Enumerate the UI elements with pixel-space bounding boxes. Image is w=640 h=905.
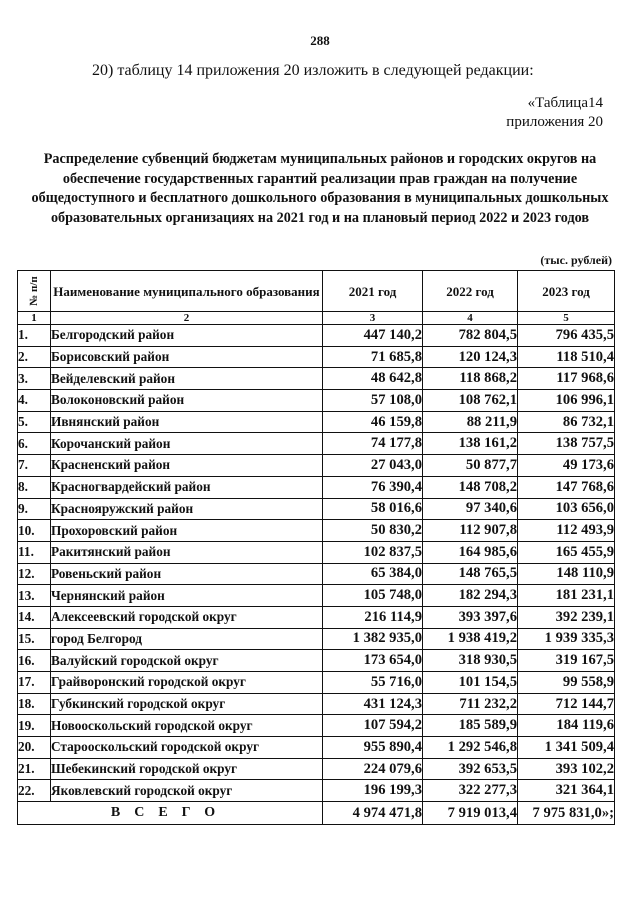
- page-number: 288: [310, 33, 330, 48]
- header-row: [18, 271, 615, 312]
- total-2022: 7 919 013,4: [423, 802, 518, 825]
- value-2021: 447 140,2: [323, 325, 423, 347]
- column-number: 5: [518, 312, 615, 325]
- value-2023: 118 510,4: [518, 346, 615, 368]
- municipality-name: Яковлевский городской округ: [51, 780, 323, 802]
- subsidy-table: [17, 270, 615, 825]
- table-row: [18, 498, 615, 520]
- value-2023: 138 757,5: [518, 433, 615, 455]
- value-2022: 1 292 546,8: [423, 737, 518, 759]
- value-2022: 112 907,8: [423, 520, 518, 542]
- value-2022: 782 804,5: [423, 325, 518, 347]
- total-2021: 4 974 471,8: [323, 802, 423, 825]
- column-number-row: [18, 312, 615, 325]
- municipality-name: Старооскольский городской округ: [51, 737, 323, 759]
- value-2022: 392 653,5: [423, 758, 518, 780]
- row-number: 21.: [18, 758, 51, 780]
- municipality-name: Прохоровский район: [51, 520, 323, 542]
- municipality-name: Губкинский городской округ: [51, 693, 323, 715]
- value-2022: 97 340,6: [423, 498, 518, 520]
- row-number: 18.: [18, 693, 51, 715]
- row-number: 11.: [18, 541, 51, 563]
- value-2022: 50 877,7: [423, 455, 518, 477]
- value-2022: 393 397,6: [423, 606, 518, 628]
- row-number: 6.: [18, 433, 51, 455]
- municipality-name: Чернянский район: [51, 585, 323, 607]
- table-reference-line: «Таблица14: [527, 95, 603, 111]
- value-2023: 106 996,1: [518, 390, 615, 412]
- value-2023: 319 167,5: [518, 650, 615, 672]
- value-2022: 108 762,1: [423, 390, 518, 412]
- row-number: 19.: [18, 715, 51, 737]
- value-2022: 148 765,5: [423, 563, 518, 585]
- value-2023: 112 493,9: [518, 520, 615, 542]
- header-name: Наименование муниципального образования: [51, 271, 323, 312]
- row-number: 16.: [18, 650, 51, 672]
- municipality-name: Валуйский городской округ: [51, 650, 323, 672]
- value-2021: 48 642,8: [323, 368, 423, 390]
- municipality-name: Ракитянский район: [51, 541, 323, 563]
- column-number: 2: [51, 312, 323, 325]
- row-number: 1.: [18, 325, 51, 347]
- row-number: 20.: [18, 737, 51, 759]
- value-2021: 196 199,3: [323, 780, 423, 802]
- value-2021: 224 079,6: [323, 758, 423, 780]
- total-2023: 7 975 831,0»;: [518, 802, 615, 825]
- value-2023: 712 144,7: [518, 693, 615, 715]
- municipality-name: Корочанский район: [51, 433, 323, 455]
- total-row: [18, 802, 615, 825]
- value-2021: 65 384,0: [323, 563, 423, 585]
- table-body: [18, 325, 615, 802]
- value-2021: 216 114,9: [323, 606, 423, 628]
- header-2022: 2022 год: [423, 271, 518, 312]
- table-row: [18, 563, 615, 585]
- row-number: 15.: [18, 628, 51, 650]
- units-label: (тыс. рублей): [540, 253, 612, 267]
- row-number: 2.: [18, 346, 51, 368]
- table-reference-line: приложения 20: [506, 114, 603, 130]
- document-title: Распределение субвенций бюджетам муниципальных районов и городских округов на обеспечение государственных гарантий реализации прав граждан на получение общедоступного и бесплатного дошкольного образования в муниципальных дошкольных образовательных организациях на 2021 год и на плановый период 2022 и 2023 годов: [31, 151, 609, 226]
- column-number: 1: [18, 312, 51, 325]
- municipality-name: Волоконовский район: [51, 390, 323, 412]
- table-row: [18, 368, 615, 390]
- row-number: 7.: [18, 455, 51, 477]
- table-row: [18, 737, 615, 759]
- value-2023: 393 102,2: [518, 758, 615, 780]
- value-2023: 103 656,0: [518, 498, 615, 520]
- table-row: [18, 433, 615, 455]
- value-2022: 101 154,5: [423, 672, 518, 694]
- value-2023: 117 968,6: [518, 368, 615, 390]
- value-2023: 181 231,1: [518, 585, 615, 607]
- municipality-name: Борисовский район: [51, 346, 323, 368]
- table-row: [18, 585, 615, 607]
- value-2021: 27 043,0: [323, 455, 423, 477]
- row-number: 12.: [18, 563, 51, 585]
- value-2022: 318 930,5: [423, 650, 518, 672]
- municipality-name: Шебекинский городской округ: [51, 758, 323, 780]
- value-2022: 182 294,3: [423, 585, 518, 607]
- value-2023: 147 768,6: [518, 476, 615, 498]
- value-2021: 50 830,2: [323, 520, 423, 542]
- value-2023: 321 364,1: [518, 780, 615, 802]
- municipality-name: Ровеньский район: [51, 563, 323, 585]
- row-number: 17.: [18, 672, 51, 694]
- value-2021: 74 177,8: [323, 433, 423, 455]
- row-number: 4.: [18, 390, 51, 412]
- value-2021: 1 382 935,0: [323, 628, 423, 650]
- municipality-name: Алексеевский городской округ: [51, 606, 323, 628]
- row-number: 8.: [18, 476, 51, 498]
- value-2021: 55 716,0: [323, 672, 423, 694]
- value-2023: 99 558,9: [518, 672, 615, 694]
- row-number: 5.: [18, 411, 51, 433]
- row-number: 10.: [18, 520, 51, 542]
- value-2022: 185 589,9: [423, 715, 518, 737]
- table-row: [18, 780, 615, 802]
- value-2022: 164 985,6: [423, 541, 518, 563]
- value-2022: 148 708,2: [423, 476, 518, 498]
- value-2023: 49 173,6: [518, 455, 615, 477]
- table-row: [18, 541, 615, 563]
- row-number: 3.: [18, 368, 51, 390]
- value-2021: 58 016,6: [323, 498, 423, 520]
- value-2022: 322 277,3: [423, 780, 518, 802]
- row-number: 9.: [18, 498, 51, 520]
- table-row: [18, 715, 615, 737]
- header-number: № п/п: [18, 271, 51, 312]
- municipality-name: Красненский район: [51, 455, 323, 477]
- value-2022: 138 161,2: [423, 433, 518, 455]
- value-2022: 120 124,3: [423, 346, 518, 368]
- value-2021: 46 159,8: [323, 411, 423, 433]
- municipality-name: Красногвардейский район: [51, 476, 323, 498]
- value-2021: 955 890,4: [323, 737, 423, 759]
- table-row: [18, 346, 615, 368]
- municipality-name: Ивнянский район: [51, 411, 323, 433]
- table-row: [18, 455, 615, 477]
- table-row: [18, 628, 615, 650]
- municipality-name: Краснояружский район: [51, 498, 323, 520]
- value-2023: 86 732,1: [518, 411, 615, 433]
- value-2022: 88 211,9: [423, 411, 518, 433]
- column-number: 3: [323, 312, 423, 325]
- table-row: [18, 650, 615, 672]
- value-2022: 1 938 419,2: [423, 628, 518, 650]
- table-row: [18, 672, 615, 694]
- table-row: [18, 606, 615, 628]
- table-row: [18, 411, 615, 433]
- value-2023: 165 455,9: [518, 541, 615, 563]
- municipality-name: Вейделевский район: [51, 368, 323, 390]
- value-2021: 105 748,0: [323, 585, 423, 607]
- table-row: [18, 325, 615, 347]
- intro-text: 20) таблицу 14 приложения 20 изложить в следующей редакции:: [92, 62, 534, 79]
- municipality-name: Белгородский район: [51, 325, 323, 347]
- table-row: [18, 758, 615, 780]
- header-2023: 2023 год: [518, 271, 615, 312]
- value-2021: 431 124,3: [323, 693, 423, 715]
- row-number: 14.: [18, 606, 51, 628]
- column-number: 4: [423, 312, 518, 325]
- row-number: 22.: [18, 780, 51, 802]
- value-2023: 392 239,1: [518, 606, 615, 628]
- value-2022: 711 232,2: [423, 693, 518, 715]
- value-2023: 1 939 335,3: [518, 628, 615, 650]
- row-number: 13.: [18, 585, 51, 607]
- table-row: [18, 390, 615, 412]
- value-2021: 76 390,4: [323, 476, 423, 498]
- table-row: [18, 476, 615, 498]
- municipality-name: Грайворонский городской округ: [51, 672, 323, 694]
- value-2021: 57 108,0: [323, 390, 423, 412]
- header-2021: 2021 год: [323, 271, 423, 312]
- value-2023: 148 110,9: [518, 563, 615, 585]
- table-row: [18, 693, 615, 715]
- value-2023: 796 435,5: [518, 325, 615, 347]
- value-2023: 184 119,6: [518, 715, 615, 737]
- value-2023: 1 341 509,4: [518, 737, 615, 759]
- municipality-name: город Белгород: [51, 628, 323, 650]
- total-label: ВСЕГО: [18, 802, 323, 825]
- municipality-name: Новооскольский городской округ: [51, 715, 323, 737]
- value-2021: 71 685,8: [323, 346, 423, 368]
- table-row: [18, 520, 615, 542]
- value-2021: 102 837,5: [323, 541, 423, 563]
- value-2021: 173 654,0: [323, 650, 423, 672]
- value-2022: 118 868,2: [423, 368, 518, 390]
- table-reference: [506, 94, 603, 132]
- value-2021: 107 594,2: [323, 715, 423, 737]
